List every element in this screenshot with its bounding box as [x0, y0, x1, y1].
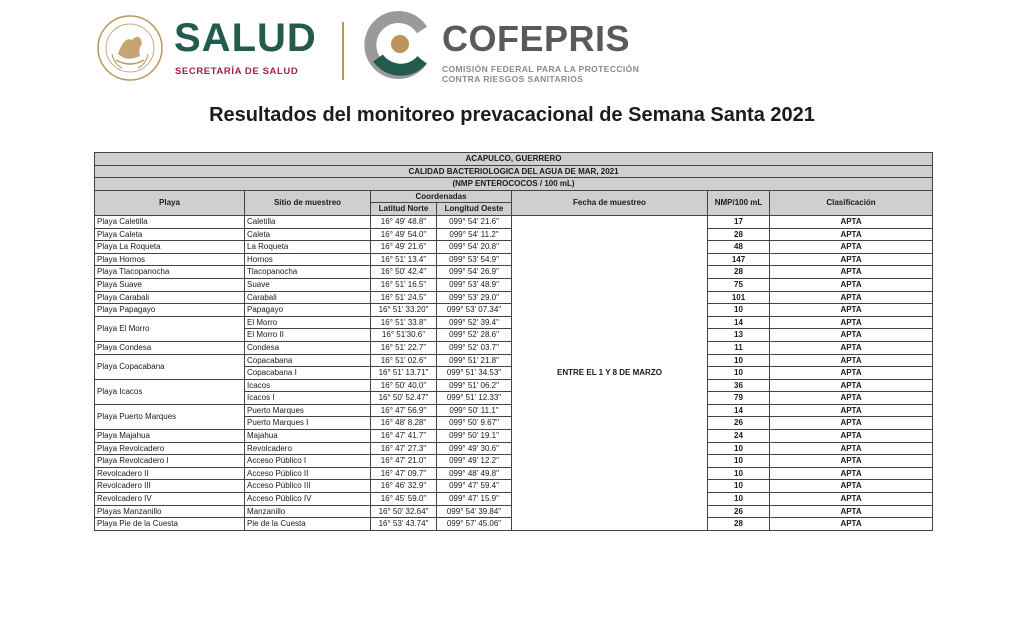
cell-longitud: 099° 53' 07.34"	[437, 304, 512, 317]
cell-playa: Playa Majahua	[95, 430, 245, 443]
cell-nmp: 10	[708, 480, 770, 493]
cell-nmp: 10	[708, 493, 770, 506]
cell-latitud: 16° 51' 22.7"	[371, 341, 437, 354]
cell-latitud: 16° 47' 41.7"	[371, 430, 437, 443]
cell-longitud: 099° 51' 06.2"	[437, 379, 512, 392]
header-sitio: Sitio de muestreo	[245, 190, 371, 215]
cell-sitio: Caletilla	[245, 215, 371, 228]
cell-latitud: 16° 51' 16.5"	[371, 278, 437, 291]
cell-latitud: 16° 49' 21.6"	[371, 241, 437, 254]
salud-wordmark: SALUD	[174, 16, 317, 60]
cell-clasificacion: APTA	[770, 417, 933, 430]
cell-clasificacion: APTA	[770, 505, 933, 518]
cell-nmp: 10	[708, 442, 770, 455]
cell-nmp: 11	[708, 341, 770, 354]
cell-playa: Playa Copacabana	[95, 354, 245, 379]
cell-playa: Playa Suave	[95, 278, 245, 291]
cell-longitud: 099° 48' 49.8"	[437, 467, 512, 480]
cell-sitio: Copacabana	[245, 354, 371, 367]
cell-nmp: 24	[708, 430, 770, 443]
cell-clasificacion: APTA	[770, 480, 933, 493]
cell-nmp: 10	[708, 354, 770, 367]
cell-clasificacion: APTA	[770, 341, 933, 354]
cell-playa: Playa El Morro	[95, 316, 245, 341]
cell-playa: Playa Revolcadero I	[95, 455, 245, 468]
cell-nmp: 36	[708, 379, 770, 392]
cell-nmp: 28	[708, 228, 770, 241]
logo-divider	[342, 22, 344, 80]
cell-clasificacion: APTA	[770, 430, 933, 443]
header-latitud: Latitud Norte	[371, 203, 437, 216]
results-table	[94, 152, 933, 531]
cell-latitud: 16° 47' 21.0"	[371, 455, 437, 468]
cell-nmp: 10	[708, 467, 770, 480]
cell-clasificacion: APTA	[770, 316, 933, 329]
cell-latitud: 16° 51' 24.5"	[371, 291, 437, 304]
cell-sitio: El Morro	[245, 316, 371, 329]
cell-longitud: 099° 54' 20.8"	[437, 241, 512, 254]
cell-longitud: 099° 54' 11.2"	[437, 228, 512, 241]
cell-nmp: 28	[708, 266, 770, 279]
cell-clasificacion: APTA	[770, 404, 933, 417]
cell-latitud: 16° 46' 32.9"	[371, 480, 437, 493]
cell-nmp: 26	[708, 505, 770, 518]
cell-nmp: 17	[708, 215, 770, 228]
table-subtitle: CALIDAD BACTERIOLOGICA DEL AGUA DE MAR, 2021	[95, 165, 933, 178]
page-title: Resultados del monitoreo prevacacional de Semana Santa 2021	[209, 104, 815, 126]
cell-latitud: 16° 51' 33.20"	[371, 304, 437, 317]
cell-longitud: 099° 47' 59.4"	[437, 480, 512, 493]
cell-latitud: 16° 47' 56.9"	[371, 404, 437, 417]
cell-longitud: 099° 54' 39.84"	[437, 505, 512, 518]
cell-clasificacion: APTA	[770, 354, 933, 367]
cell-sitio: Manzanillo	[245, 505, 371, 518]
cell-clasificacion: APTA	[770, 518, 933, 531]
cell-sitio: Acceso Público III	[245, 480, 371, 493]
cell-longitud: 099° 53' 54.9"	[437, 253, 512, 266]
cofepris-wordmark: COFEPRIS	[442, 18, 631, 59]
cell-sitio: Icacos I	[245, 392, 371, 405]
cell-longitud: 099° 51' 21.8"	[437, 354, 512, 367]
cell-latitud: 16° 49' 48.8"	[371, 215, 437, 228]
cell-clasificacion: APTA	[770, 215, 933, 228]
cell-longitud: 099° 54' 26.9"	[437, 266, 512, 279]
cell-longitud: 099° 49' 12.2"	[437, 455, 512, 468]
cell-latitud: 16° 50' 52.47"	[371, 392, 437, 405]
cell-longitud: 099° 52' 28.6"	[437, 329, 512, 342]
table-units: (NMP ENTEROCOCOS / 100 mL)	[95, 178, 933, 191]
cell-clasificacion: APTA	[770, 278, 933, 291]
cell-longitud: 099° 50' 19.1"	[437, 430, 512, 443]
cell-sitio: Condesa	[245, 341, 371, 354]
header-nmp: NMP/100 mL	[708, 190, 770, 215]
cell-longitud: 099° 51' 12.33"	[437, 392, 512, 405]
cell-nmp: 14	[708, 316, 770, 329]
cell-playa: Playa Condesa	[95, 341, 245, 354]
cell-longitud: 099° 53' 48.9"	[437, 278, 512, 291]
cell-longitud: 099° 50' 11.1"	[437, 404, 512, 417]
cell-clasificacion: APTA	[770, 493, 933, 506]
cell-latitud: 16° 50' 32.64"	[371, 505, 437, 518]
cell-clasificacion: APTA	[770, 455, 933, 468]
cell-clasificacion: APTA	[770, 291, 933, 304]
cell-longitud: 099° 51' 34.53"	[437, 367, 512, 380]
cell-clasificacion: APTA	[770, 467, 933, 480]
cell-sitio: La Roqueta	[245, 241, 371, 254]
salud-subtitle: SECRETARÍA DE SALUD	[175, 66, 299, 77]
cell-sitio: Acceso Público IV	[245, 493, 371, 506]
table-location: ACAPULCO, GUERRERO	[95, 153, 933, 166]
cell-playa: Playa Tlacopanocha	[95, 266, 245, 279]
cell-sitio: Majahua	[245, 430, 371, 443]
cell-clasificacion: APTA	[770, 392, 933, 405]
cell-clasificacion: APTA	[770, 241, 933, 254]
cell-nmp: 10	[708, 367, 770, 380]
cell-sitio: Copacabana I	[245, 367, 371, 380]
cell-longitud: 099° 53' 29.0"	[437, 291, 512, 304]
header-fecha: Fecha de muestreo	[512, 190, 708, 215]
cofepris-logo-icon	[364, 10, 434, 80]
cell-latitud: 16° 45' 59.0"	[371, 493, 437, 506]
cell-sitio: Tlacopanocha	[245, 266, 371, 279]
cell-playa: Playa Caleta	[95, 228, 245, 241]
cell-latitud: 16° 50' 40.0"	[371, 379, 437, 392]
cell-clasificacion: APTA	[770, 442, 933, 455]
cell-longitud: 099° 49' 30.6"	[437, 442, 512, 455]
cell-clasificacion: APTA	[770, 253, 933, 266]
cell-latitud: 16° 51'30.6"	[371, 329, 437, 342]
cell-longitud: 099° 52' 39.4"	[437, 316, 512, 329]
cell-sitio: Acceso Público I	[245, 455, 371, 468]
cell-playa: Playa Puerto Marques	[95, 404, 245, 429]
cell-playa: Playa Icacos	[95, 379, 245, 404]
cell-clasificacion: APTA	[770, 228, 933, 241]
cell-latitud: 16° 47' 27.3"	[371, 442, 437, 455]
cell-sitio: El Morro II	[245, 329, 371, 342]
cell-sitio: Carabali	[245, 291, 371, 304]
cell-sitio: Acceso Público II	[245, 467, 371, 480]
cell-sitio: Caleta	[245, 228, 371, 241]
header-logos	[92, 8, 692, 90]
cell-clasificacion: APTA	[770, 367, 933, 380]
cell-sitio: Suave	[245, 278, 371, 291]
cell-sitio: Pie de la Cuesta	[245, 518, 371, 531]
cell-playa: Playa Papagayo	[95, 304, 245, 317]
cell-playa: Revolcadero II	[95, 467, 245, 480]
cell-longitud: 099° 52' 03.7"	[437, 341, 512, 354]
cell-sitio: Papagayo	[245, 304, 371, 317]
cell-nmp: 26	[708, 417, 770, 430]
cell-longitud: 099° 50' 9.67"	[437, 417, 512, 430]
cell-latitud: 16° 47' 09.7"	[371, 467, 437, 480]
cell-clasificacion: APTA	[770, 329, 933, 342]
cell-nmp: 14	[708, 404, 770, 417]
header-clasificacion: Clasificación	[770, 190, 933, 215]
cell-latitud: 16° 51' 02.6"	[371, 354, 437, 367]
cell-latitud: 16° 48' 8.28"	[371, 417, 437, 430]
cell-playa: Playa Carabali	[95, 291, 245, 304]
cell-playa: Playa Caletilla	[95, 215, 245, 228]
cell-playa: Playas Manzanillo	[95, 505, 245, 518]
cell-longitud: 099° 47' 15.9"	[437, 493, 512, 506]
cell-longitud: 099° 57' 45.06"	[437, 518, 512, 531]
cell-clasificacion: APTA	[770, 266, 933, 279]
cell-clasificacion: APTA	[770, 379, 933, 392]
cell-sitio: Revolcadero	[245, 442, 371, 455]
cell-latitud: 16° 53' 43.74"	[371, 518, 437, 531]
cell-nmp: 75	[708, 278, 770, 291]
cell-nmp: 147	[708, 253, 770, 266]
mexico-seal-icon	[96, 14, 164, 82]
cell-latitud: 16° 51' 13.71"	[371, 367, 437, 380]
cell-nmp: 10	[708, 455, 770, 468]
cell-nmp: 28	[708, 518, 770, 531]
results-table-container	[94, 152, 932, 531]
cell-playa: Revolcadero III	[95, 480, 245, 493]
header-longitud: Longitud Oeste	[437, 203, 512, 216]
cell-playa: Playa Hornos	[95, 253, 245, 266]
cell-sitio: Puerto Marques	[245, 404, 371, 417]
cell-sitio: Puerto Marques I	[245, 417, 371, 430]
cell-nmp: 101	[708, 291, 770, 304]
cell-nmp: 10	[708, 304, 770, 317]
header-playa: Playa	[95, 190, 245, 215]
table-row	[95, 215, 933, 228]
cell-playa: Revolcadero IV	[95, 493, 245, 506]
cell-playa: Playa La Roqueta	[95, 241, 245, 254]
cell-nmp: 79	[708, 392, 770, 405]
cell-sitio: Icacos	[245, 379, 371, 392]
cell-playa: Playa Revolcadero	[95, 442, 245, 455]
table-body	[95, 215, 933, 530]
cell-fecha: ENTRE EL 1 Y 8 DE MARZO	[512, 215, 708, 530]
cofepris-subtitle-line1: COMISIÓN FEDERAL PARA LA PROTECCIÓN	[442, 64, 640, 74]
cell-sitio: Hornos	[245, 253, 371, 266]
cell-nmp: 13	[708, 329, 770, 342]
cell-latitud: 16° 51' 33.8"	[371, 316, 437, 329]
cell-latitud: 16° 51' 13.4"	[371, 253, 437, 266]
cell-latitud: 16° 50' 42.4"	[371, 266, 437, 279]
cell-playa: Playa Pie de la Cuesta	[95, 518, 245, 531]
header-coordenadas: Coordenadas	[371, 190, 512, 203]
cell-nmp: 48	[708, 241, 770, 254]
cell-clasificacion: APTA	[770, 304, 933, 317]
cofepris-subtitle-line2: CONTRA RIESGOS SANITARIOS	[442, 74, 584, 84]
cell-latitud: 16° 49' 54.0"	[371, 228, 437, 241]
cell-longitud: 099° 54' 21.6"	[437, 215, 512, 228]
